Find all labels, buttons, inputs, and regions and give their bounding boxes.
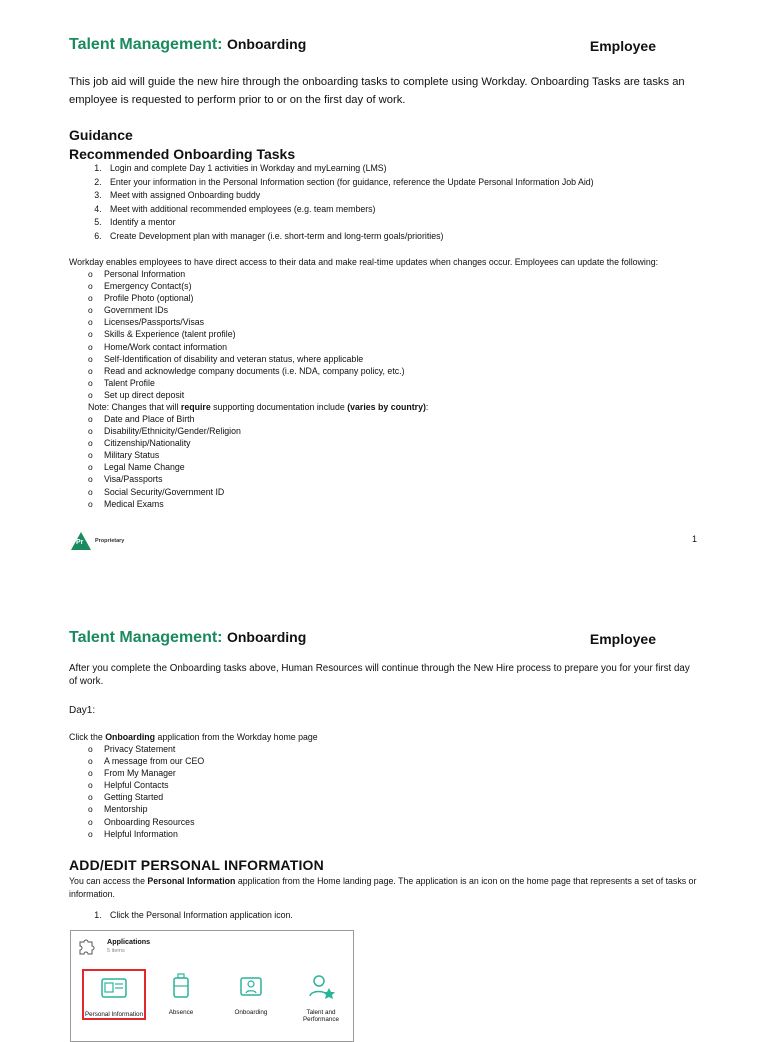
- id-card-icon: [99, 973, 129, 1003]
- intro-paragraph: This job aid will guide the new hire through the onboarding tasks to complete using Workday. Onboarding Tasks are tasks an employee is requested to perform prior to or on the first day of work.: [69, 76, 685, 106]
- click-text: application from the Workday home page: [155, 732, 318, 742]
- note-emphasis: require: [180, 402, 211, 412]
- list-item: 3. Meet with assigned Onboarding buddy: [104, 189, 594, 203]
- header-title-suffix: Onboarding: [226, 36, 307, 52]
- app-absence[interactable]: [151, 971, 211, 1016]
- onboarding-items-list: [88, 743, 204, 840]
- list-item: o Helpful Contacts: [88, 779, 204, 791]
- page-number: 1: [691, 534, 697, 544]
- list-item: o Emergency Contact(s): [88, 280, 405, 292]
- updatable-items-list: [88, 268, 405, 401]
- list-item: o Personal Information: [88, 268, 405, 280]
- list-item: o Set up direct deposit: [88, 389, 405, 401]
- onboarding-icon: [236, 971, 266, 1001]
- click-emphasis: Onboarding: [105, 732, 156, 742]
- logo-label: Proprietary: [95, 538, 125, 544]
- list-item: o Social Security/Government ID: [88, 486, 241, 498]
- list-item: o Mentorship: [88, 803, 204, 815]
- suitcase-icon: [166, 971, 196, 1001]
- list-item: o Getting Started: [88, 791, 204, 803]
- app-label: Onboarding: [234, 1009, 268, 1016]
- access-emphasis: Personal Information: [147, 876, 236, 886]
- applications-count: 5 items: [107, 948, 125, 954]
- page-header: [69, 36, 656, 58]
- list-item: o Onboarding Resources: [88, 816, 204, 828]
- list-item: 6. Create Development plan with manager (i.e. short-term and long-term goals/priorities): [104, 230, 594, 244]
- proprietary-logo: [71, 532, 124, 550]
- guidance-heading: Guidance: [69, 127, 133, 143]
- list-item: o Profile Photo (optional): [88, 292, 405, 304]
- note-emphasis: (varies by country): [347, 402, 426, 412]
- recommended-heading: Recommended Onboarding Tasks: [69, 146, 296, 162]
- access-paragraph: [69, 875, 709, 901]
- list-item: o Legal Name Change: [88, 461, 241, 473]
- step-list: [69, 909, 293, 923]
- header-audience: Employee: [589, 631, 656, 647]
- list-item: 2. Enter your information in the Personal Information section (for guidance, reference the Update Personal Information Job Aid): [104, 176, 594, 190]
- list-item: o Disability/Ethnicity/Gender/Religion: [88, 425, 241, 437]
- list-item: o From My Manager: [88, 767, 204, 779]
- app-talent-and-performance[interactable]: [291, 971, 351, 1023]
- logo-mark: Pr: [76, 539, 84, 546]
- list-item: o Government IDs: [88, 304, 405, 316]
- app-label: Absence: [168, 1009, 194, 1016]
- app-personal-information[interactable]: [82, 969, 146, 1020]
- page-header: [69, 629, 656, 651]
- list-item: o Talent Profile: [88, 377, 405, 389]
- puzzle-icon: [77, 936, 97, 956]
- list-item: o Read and acknowledge company documents (i.e. NDA, company policy, etc.): [88, 365, 405, 377]
- documentation-note: [88, 401, 428, 413]
- note-text: :: [425, 402, 429, 412]
- applications-panel: [70, 930, 354, 1042]
- talent-icon: [306, 971, 336, 1001]
- note-text: supporting documentation include: [210, 402, 348, 412]
- documentation-items-list: [88, 413, 241, 510]
- note-text: Note: Changes that will: [88, 402, 181, 412]
- list-item: o Home/Work contact information: [88, 341, 405, 353]
- list-item: 4. Meet with additional recommended employees (e.g. team members): [104, 203, 594, 217]
- list-item: o A message from our CEO: [88, 755, 204, 767]
- header-title-prefix: Talent Management:: [69, 36, 223, 53]
- access-text: You can access the: [69, 876, 148, 886]
- applications-title: Applications: [107, 937, 151, 946]
- list-item: 1. Login and complete Day 1 activities in Workday and myLearning (LMS): [104, 162, 594, 176]
- recommended-task-list: [69, 162, 594, 243]
- list-item: o Military Status: [88, 449, 241, 461]
- day1-label: Day1:: [69, 705, 96, 716]
- app-label: Talent and Performance: [302, 1009, 340, 1023]
- header-title-prefix: Talent Management:: [69, 629, 223, 646]
- click-text: Click the: [69, 732, 106, 742]
- list-item: o Self-Identification of disability and veteran status, where applicable: [88, 353, 405, 365]
- list-item: o Medical Exams: [88, 498, 241, 510]
- list-item: o Date and Place of Birth: [88, 413, 241, 425]
- list-item: o Visa/Passports: [88, 473, 241, 485]
- app-onboarding[interactable]: [221, 971, 281, 1016]
- list-item: 5. Identify a mentor: [104, 216, 594, 230]
- access-text: application from the Home landing page. The application is an icon on the home page that represents a set of tasks or information.: [69, 876, 697, 899]
- logo-triangle-icon: [71, 532, 91, 550]
- list-item: o Skills & Experience (talent profile): [88, 328, 405, 340]
- header-audience: Employee: [589, 38, 656, 54]
- workday-intro: Workday enables employees to have direct access to their data and make real-time updates when changes occur. Employees can update the following:: [69, 257, 659, 267]
- app-label: Personal Information: [84, 1011, 144, 1018]
- section-heading: ADD/EDIT PERSONAL INFORMATION: [69, 857, 324, 873]
- page2-intro: After you complete the Onboarding tasks above, Human Resources will continue through the New Hire process to prepare you for your first day of work.: [69, 663, 690, 687]
- list-item: o Privacy Statement: [88, 743, 204, 755]
- click-onboarding-text: [69, 731, 318, 743]
- list-item: 1. Click the Personal Information application icon.: [104, 909, 293, 923]
- list-item: o Helpful Information: [88, 828, 204, 840]
- list-item: o Licenses/Passports/Visas: [88, 316, 405, 328]
- list-item: o Citizenship/Nationality: [88, 437, 241, 449]
- header-title-suffix: Onboarding: [226, 629, 307, 645]
